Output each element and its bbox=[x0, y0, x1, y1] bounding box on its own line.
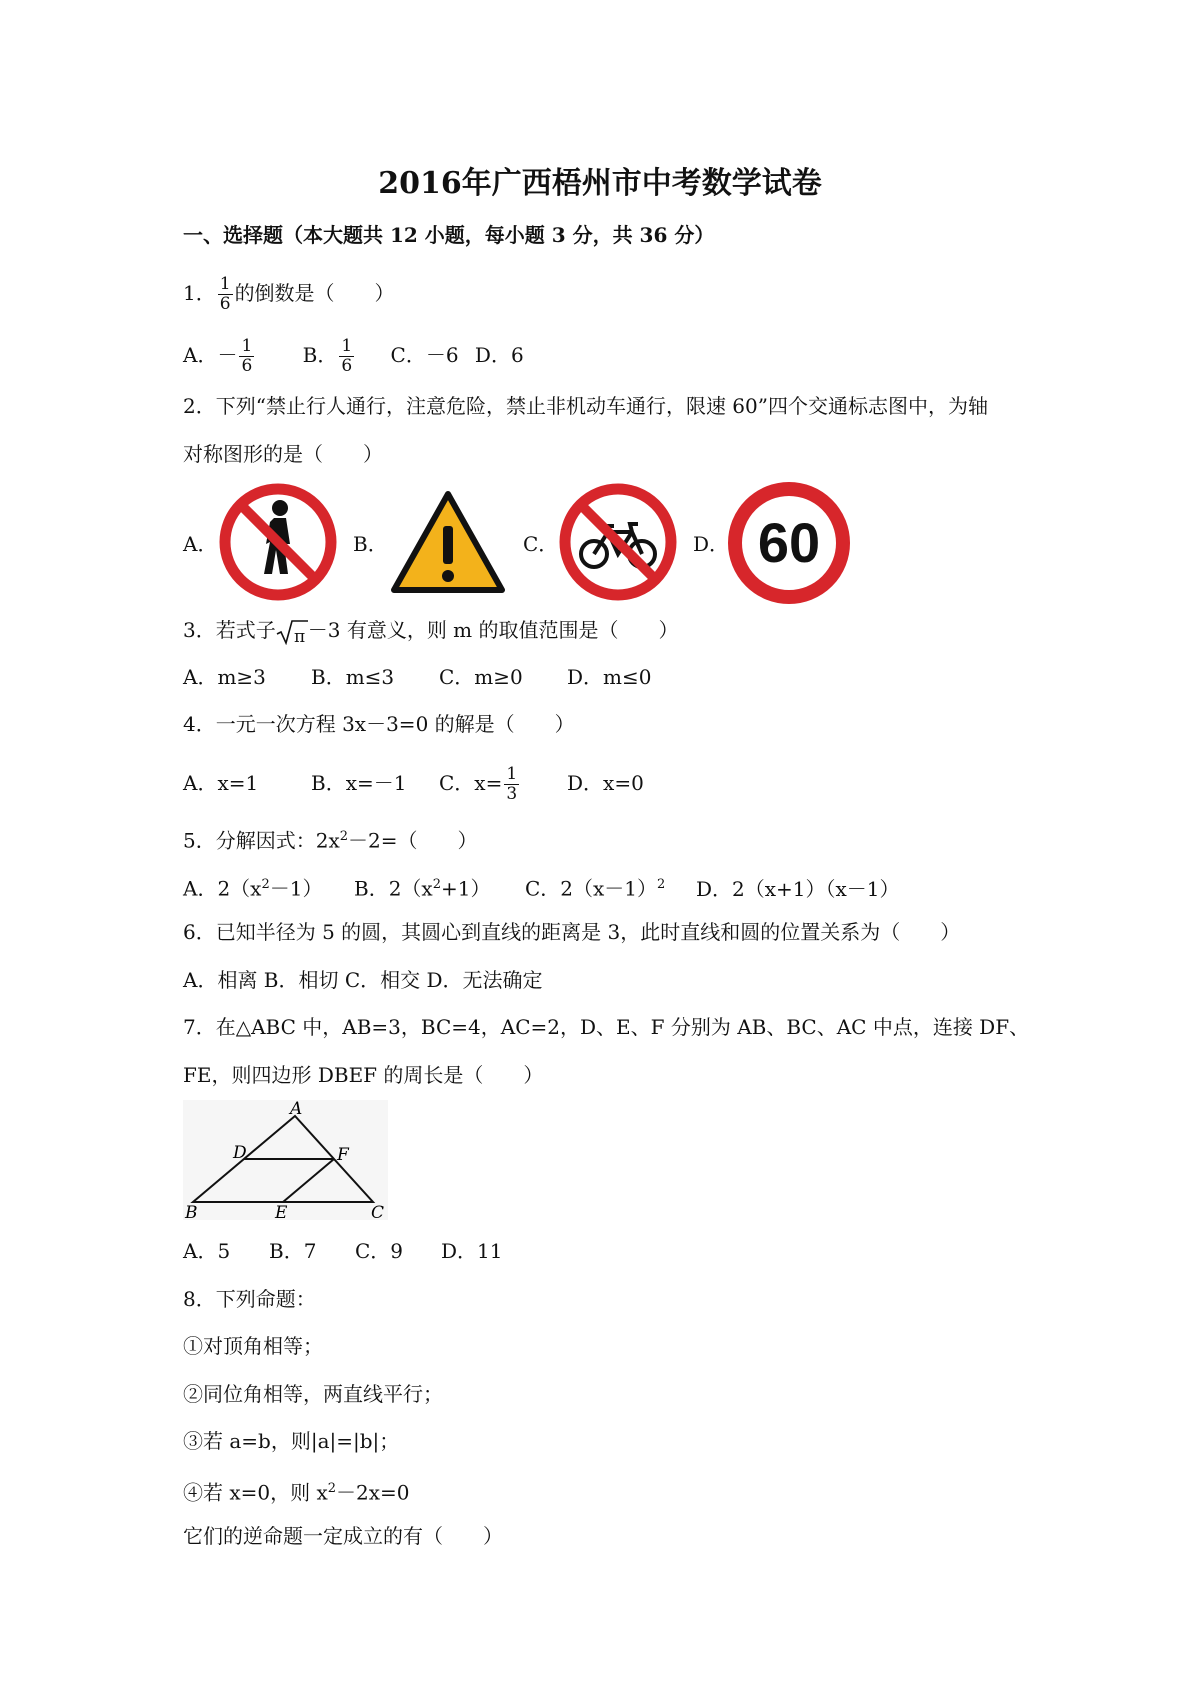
q5-option-b bbox=[354, 871, 525, 903]
q8-proposition-3: ③若 a=b，则|a|=|b|； bbox=[183, 1429, 400, 1453]
q7-option-a: A．5 bbox=[183, 1239, 231, 1263]
q1-text: 的倒数是（ ） bbox=[234, 281, 395, 305]
question-5-options bbox=[183, 871, 900, 903]
question-3-options bbox=[183, 663, 651, 691]
q5-option-d: D．2（x+1）（x－1） bbox=[696, 876, 900, 901]
q2-label-c: C． bbox=[523, 532, 559, 556]
question-6: 6．已知半径为 5 的圆，其圆心到直线的距离是 3，此时直线和圆的位置关系为（ ） bbox=[183, 920, 961, 944]
question-7-line2: FE，则四边形 DBEF 的周长是（ ） bbox=[183, 1063, 544, 1087]
q1-option-a: A．－ bbox=[183, 343, 238, 367]
section-heading: 一、选择题（本大题共 12 小题，每小题 3 分，共 36 分） bbox=[183, 223, 715, 247]
q1-option-a-fraction bbox=[239, 337, 254, 376]
question-5 bbox=[183, 823, 478, 855]
frac-denominator: 6 bbox=[341, 356, 353, 376]
q4-option-c-label: C．x= bbox=[439, 771, 503, 795]
q1-fraction bbox=[218, 275, 233, 314]
q8-question: 它们的逆命题一定成立的有（ ） bbox=[183, 1524, 503, 1548]
q8-proposition-2: ②同位角相等，两直线平行； bbox=[183, 1382, 443, 1406]
q8-p4-exp: 2 bbox=[327, 1481, 337, 1496]
q5-option-b-pre: B．2（x bbox=[354, 876, 433, 901]
q5-text-post: －2=（ ） bbox=[348, 828, 478, 853]
q2-label-d: D． bbox=[693, 532, 730, 556]
square-root-icon bbox=[276, 619, 308, 645]
q8-proposition-4 bbox=[183, 1475, 410, 1507]
radicand: π bbox=[293, 626, 305, 645]
q4-option-b: B．x=－1 bbox=[311, 771, 407, 795]
point-label-c: C bbox=[371, 1203, 385, 1220]
speed-limit-60-sign-icon bbox=[728, 482, 850, 604]
frac-numerator: 1 bbox=[341, 336, 353, 356]
q4-option-d: D．x=0 bbox=[567, 771, 644, 795]
q7-option-c: C．9 bbox=[355, 1239, 404, 1263]
point-label-d: D bbox=[233, 1143, 247, 1163]
q1-option-b: B． bbox=[302, 343, 338, 367]
q4-option-a: A．x=1 bbox=[183, 771, 259, 795]
q8-proposition-1: ①对顶角相等； bbox=[183, 1334, 323, 1358]
q5-option-b-exp: 2 bbox=[432, 877, 441, 892]
q4-option-c-fraction bbox=[504, 765, 519, 804]
q7-option-b: B．7 bbox=[269, 1239, 317, 1263]
frac-denominator: 6 bbox=[219, 294, 231, 314]
q7-option-d: D．11 bbox=[441, 1239, 503, 1263]
question-8: 8．下列命题： bbox=[183, 1287, 316, 1311]
q8-p4-post: －2x=0 bbox=[336, 1480, 410, 1505]
question-2-line2: 对称图形的是（ ） bbox=[183, 442, 383, 466]
q3-post: －3 有意义，则 m 的取值范围是（ ） bbox=[307, 618, 679, 642]
point-label-b: B bbox=[185, 1203, 198, 1220]
question-1 bbox=[183, 275, 395, 314]
question-4-options bbox=[183, 765, 644, 804]
q5-option-a bbox=[183, 871, 354, 903]
q5-text-pre: 5．分解因式：2x bbox=[183, 828, 340, 853]
q1-number: 1． bbox=[183, 281, 216, 305]
q5-option-a-exp: 2 bbox=[261, 877, 270, 892]
q1-option-c: C．－6 bbox=[390, 343, 459, 367]
point-label-f: F bbox=[337, 1145, 349, 1165]
q5-option-a-post: －1） bbox=[269, 876, 323, 901]
q1-option-d: D．6 bbox=[474, 343, 524, 367]
q8-p4-pre: ④若 x=0，则 x bbox=[183, 1480, 328, 1505]
frac-numerator: 1 bbox=[506, 764, 518, 784]
q3-option-a: A．m≥3 bbox=[183, 665, 266, 689]
question-1-options bbox=[183, 337, 524, 376]
q5-option-c bbox=[525, 871, 696, 903]
q5-option-c-pre: C．2（x－1） bbox=[525, 876, 658, 901]
q3-pre: 3．若式子 bbox=[183, 618, 276, 642]
no-pedestrian-sign-icon bbox=[218, 482, 338, 602]
no-bicycle-sign-icon bbox=[558, 482, 678, 602]
question-4: 4．一元一次方程 3x－3=0 的解是（ ） bbox=[183, 712, 575, 736]
question-7-options bbox=[183, 1237, 502, 1265]
q3-option-d: D．m≤0 bbox=[567, 665, 652, 689]
q5-option-a-pre: A．2（x bbox=[183, 876, 262, 901]
point-label-e: E bbox=[275, 1203, 288, 1220]
q5-option-b-post: +1） bbox=[440, 876, 491, 901]
q4-option-c bbox=[439, 765, 567, 804]
q2-label-a: A． bbox=[183, 532, 218, 556]
q2-label-b: B． bbox=[353, 532, 388, 556]
frac-numerator: 1 bbox=[241, 336, 253, 356]
q5-exponent: 2 bbox=[339, 829, 349, 844]
question-3 bbox=[183, 616, 679, 645]
frac-denominator: 3 bbox=[506, 784, 518, 804]
speed-limit-text: 60 bbox=[757, 511, 821, 574]
triangle-figure bbox=[183, 1100, 388, 1220]
q3-option-c: C．m≥0 bbox=[439, 665, 523, 689]
question-6-options: A．相离 B．相切 C．相交 D．无法确定 bbox=[183, 968, 543, 992]
frac-numerator: 1 bbox=[219, 274, 231, 294]
question-2-line1: 2．下列“禁止行人通行，注意危险，禁止非机动车通行，限速 60”四个交通标志图中，为轴 bbox=[183, 394, 988, 418]
frac-denominator: 6 bbox=[241, 356, 253, 376]
warning-triangle-icon bbox=[390, 490, 506, 594]
page-title: 2016年广西梧州市中考数学试卷 bbox=[378, 166, 822, 201]
q5-option-c-exp: 2 bbox=[657, 877, 666, 892]
question-7-line1: 7．在△ABC 中，AB=3，BC=4，AC=2，D、E、F 分别为 AB、BC、AC 中点，连接 DF、 bbox=[183, 1015, 1030, 1039]
point-label-a: A bbox=[290, 1100, 303, 1119]
q3-option-b: B．m≤3 bbox=[311, 665, 395, 689]
q1-option-b-fraction bbox=[339, 337, 354, 376]
